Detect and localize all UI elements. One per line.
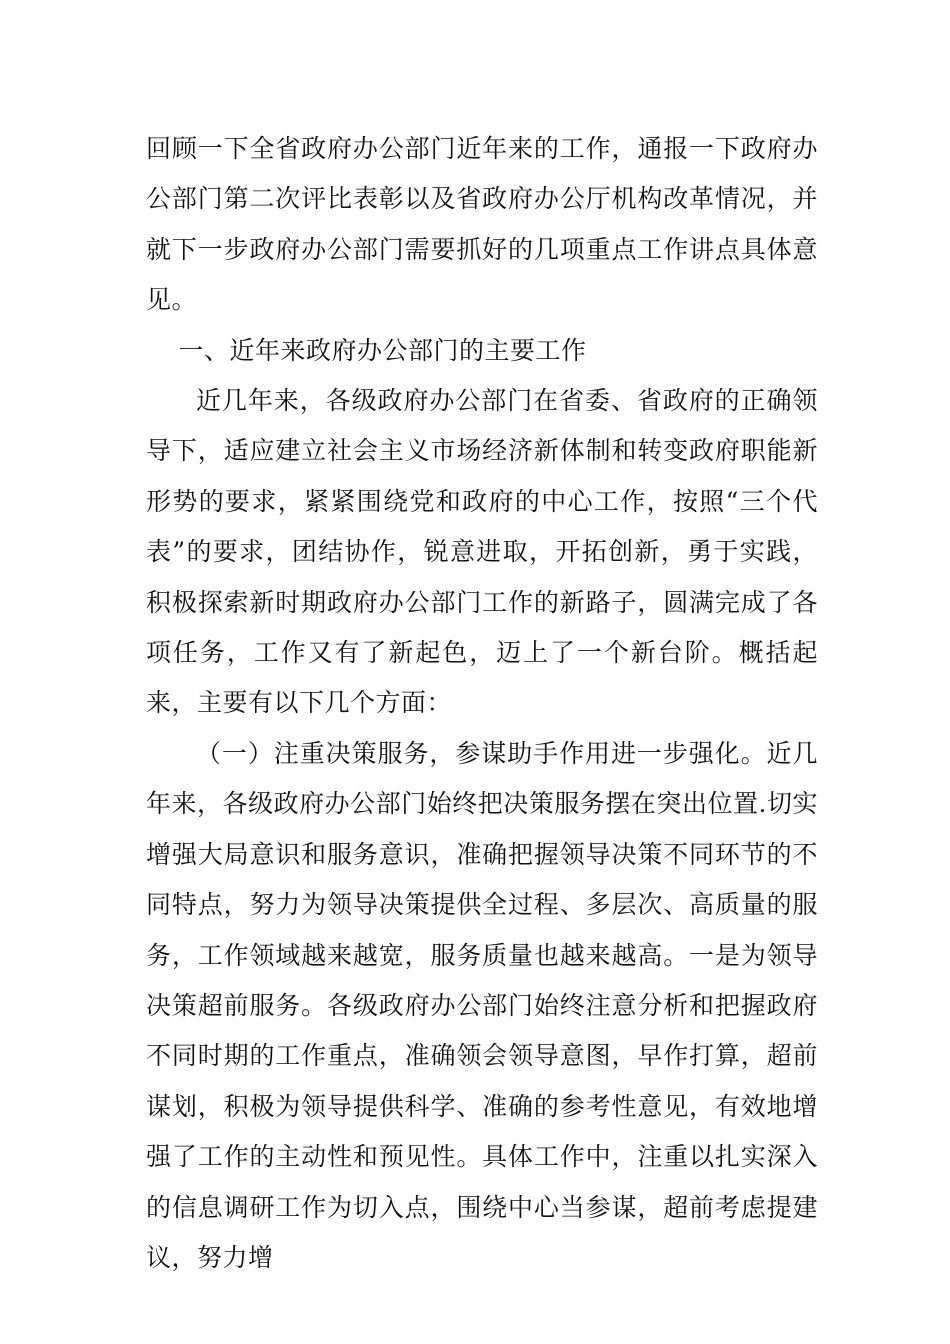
paragraph-intro-continuation: 回顾一下全省政府办公部门近年来的工作，通报一下政府办公部门第二次评比表彰以及省政府办公厅机构改革情况，并就下一步政府办公部门需要抓好的几项重点工作讲点具体意见。 xyxy=(146,134,818,315)
section-heading: 一、近年来政府办公部门的主要工作 xyxy=(178,335,587,365)
paragraph-decision-service: （一）注重决策服务，参谋助手作用进一步强化。近几年来，各级政府办公部门始终把决策服务摆在突出位置.切实增强大局意识和服务意识，准确把握领导决策不同环节的不同特点，努力为领导决策提供全过程、多层次、高质量的服务，工作领域越来越宽，服务质量也越来越高。一是为领导决策超前服务。各级政府办公部门始终注意分析和把握政府不同时期的工作重点，准确领会领导意图，早作打算，超前谋划，积极为领导提供科学、准确的参考性意见，有效地增强了工作的主动性和预见性。具体工作中，注重以扎实深入的信息调研工作为切入点，围绕中心当参谋，超前考虑提建议，努力增 xyxy=(146,738,818,1272)
document-body xyxy=(146,124,818,1283)
paragraph-overview: 近几年来，各级政府办公部门在省委、省政府的正确领导下，适应建立社会主义市场经济新体制和转变政府职能新形势的要求，紧紧围绕党和政府的中心工作，按照“三个代表”的要求，团结协作，锐意进取，开拓创新，勇于实践，积极探索新时期政府办公部门工作的新路子，圆满完成了各项任务，工作又有了新起色，迈上了一个新台阶。概括起来，主要有以下几个方面： xyxy=(146,386,818,718)
